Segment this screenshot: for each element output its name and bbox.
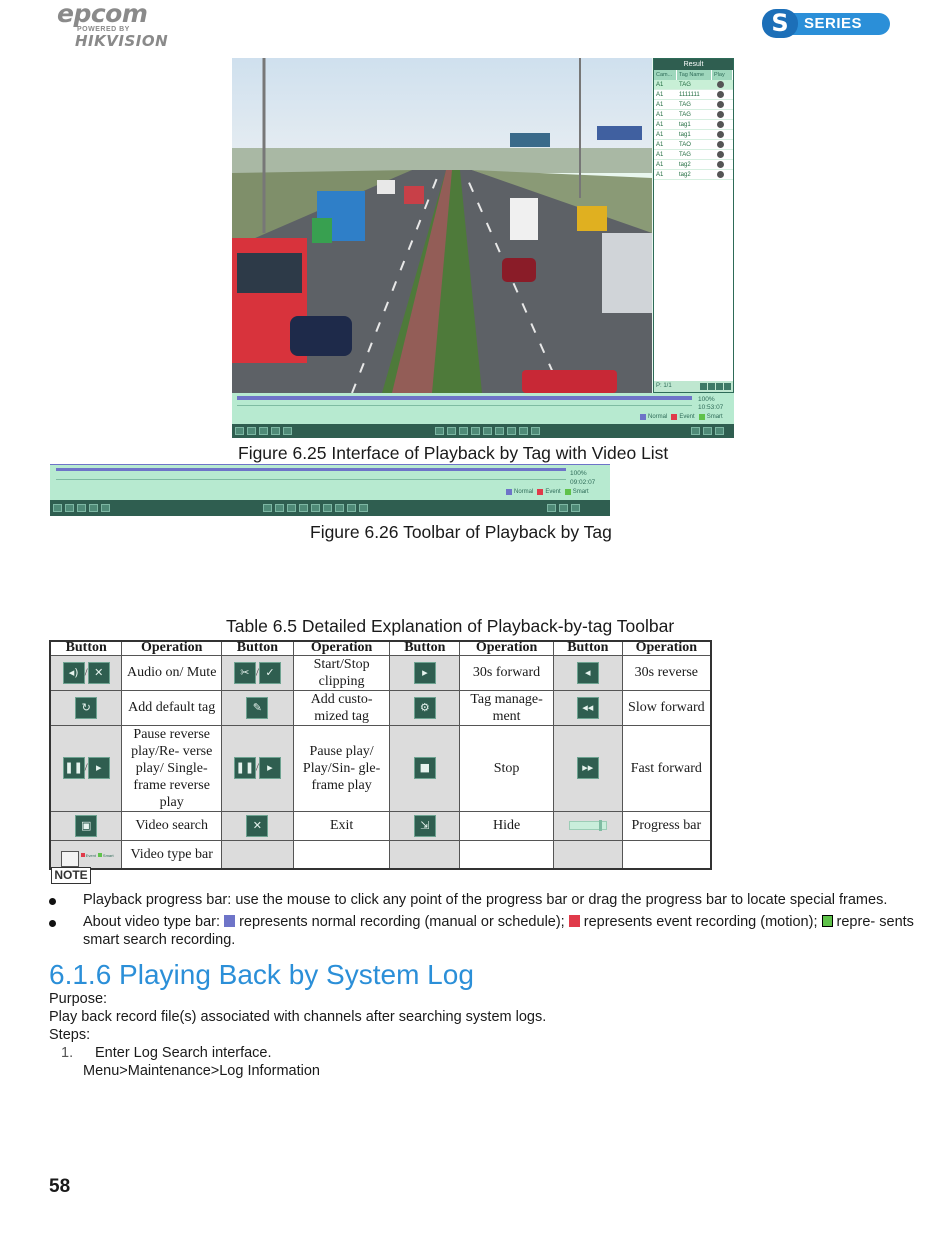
- toolbar-explanation-table: [49, 640, 712, 870]
- clip-icon[interactable]: [247, 427, 256, 435]
- play-icon[interactable]: [717, 111, 724, 118]
- bullet-item: [49, 913, 919, 949]
- step-text: Enter Log Search interface.: [95, 1045, 272, 1061]
- mute-icon: ✕: [88, 662, 110, 684]
- table-cell: [622, 840, 711, 869]
- timeline-readout: [570, 469, 595, 487]
- pause-icon[interactable]: [287, 504, 296, 512]
- table-cell: Stop: [460, 725, 554, 811]
- video-type-legend: [502, 489, 589, 495]
- table-cell-empty: [553, 840, 622, 869]
- slow-forward-icon[interactable]: [323, 504, 332, 512]
- table-cell: Progress bar: [622, 811, 711, 840]
- normal-swatch: [640, 414, 646, 420]
- reverse-play-icon: ▸: [88, 757, 110, 779]
- play-icon[interactable]: [717, 131, 724, 138]
- add-default-tag-icon: ↻: [75, 697, 97, 719]
- result-cam: A1: [656, 172, 664, 178]
- note-icon: [49, 851, 94, 888]
- slow-forward-icon[interactable]: [495, 427, 504, 435]
- series-word: SERIES: [804, 15, 863, 32]
- fast-forward-icon: ▸▸: [577, 757, 599, 779]
- purpose-label: Purpose:: [49, 991, 108, 1007]
- smart-swatch: [699, 414, 705, 420]
- table-cell: Slow forward: [622, 690, 711, 725]
- result-col-camera: Cam...: [654, 70, 677, 80]
- result-tag: TAO: [679, 142, 691, 148]
- result-header: [654, 70, 733, 80]
- step-number: 1.: [61, 1045, 74, 1061]
- series-s-mark: S: [762, 9, 798, 38]
- table-cell: 30s forward: [460, 655, 554, 690]
- table-row: [50, 811, 711, 840]
- play-icon[interactable]: [717, 121, 724, 128]
- play-icon[interactable]: [299, 504, 308, 512]
- video-frame-highway: [232, 58, 652, 393]
- save-icon[interactable]: [547, 504, 556, 512]
- menu-path: Menu>Maintenance>Log Information: [83, 1063, 320, 1079]
- result-row[interactable]: [654, 140, 733, 150]
- legend-event: Event: [679, 414, 695, 420]
- table-cell: Start/Stop clipping: [293, 655, 390, 690]
- result-cam: A1: [656, 82, 664, 88]
- playback-toolbar: [50, 500, 610, 516]
- table-header-row: [50, 641, 711, 655]
- bullet-text: About video type bar:: [83, 914, 225, 930]
- table-cell: Hide: [460, 811, 554, 840]
- page-number: 58: [49, 1176, 71, 1197]
- normal-swatch: [506, 489, 512, 495]
- reverse-30s-icon[interactable]: [311, 504, 320, 512]
- table-cell: Add custo- mized tag: [293, 690, 390, 725]
- stop-icon: ■: [414, 757, 436, 779]
- table-row: ◂) / ✕ Audio on/ Mute ✂ / ✓ Start/Stop clipping ▸ 30s forward ◂ 30s reverse: [50, 655, 711, 690]
- first-page-icon[interactable]: [700, 383, 707, 390]
- normal-swatch: [224, 915, 235, 927]
- result-row[interactable]: [654, 170, 733, 180]
- smart-swatch: [822, 915, 833, 927]
- progress-bar-icon: [569, 821, 607, 830]
- result-cam: A1: [656, 92, 664, 98]
- play-icon[interactable]: [717, 91, 724, 98]
- table-cell: Pause play/ Play/Sin- gle-frame play: [293, 725, 390, 811]
- add-custom-tag-icon: ✎: [246, 697, 268, 719]
- zoom-percent: 100%: [570, 470, 587, 477]
- next-page-icon[interactable]: [716, 383, 723, 390]
- result-row[interactable]: [654, 80, 733, 90]
- clip-icon[interactable]: [65, 504, 74, 512]
- col-button: Button: [390, 641, 460, 655]
- result-page-indicator: P: 1/1: [656, 383, 672, 389]
- playback-toolbar: [232, 424, 734, 438]
- play-icon[interactable]: [717, 101, 724, 108]
- table-cell: Add default tag: [122, 690, 222, 725]
- timeline-readout: [698, 396, 723, 412]
- result-panel: [653, 58, 734, 393]
- progress-track[interactable]: [237, 396, 692, 400]
- fast-forward-icon[interactable]: [335, 504, 344, 512]
- result-row[interactable]: [654, 160, 733, 170]
- prev-page-icon[interactable]: [708, 383, 715, 390]
- result-cam: A1: [656, 162, 664, 168]
- reverse-30s-icon[interactable]: [483, 427, 492, 435]
- result-cam: A1: [656, 122, 664, 128]
- result-cam: A1: [656, 102, 664, 108]
- event-swatch: [671, 414, 677, 420]
- play-icon: ▸: [259, 757, 281, 779]
- playback-toolbar-screenshot: [50, 464, 610, 515]
- result-cam: A1: [656, 132, 664, 138]
- result-col-tag-name: Tag Name: [677, 70, 712, 80]
- highway-scene-image: [232, 58, 652, 393]
- epcom-brand: epcom: [57, 0, 148, 28]
- table-cell: [293, 840, 390, 869]
- playback-timeline[interactable]: [232, 393, 734, 424]
- bullet-text: repre- sents smart search recording.: [83, 914, 914, 948]
- audio-icon[interactable]: [53, 504, 62, 512]
- pause-icon: ❚❚: [63, 757, 85, 779]
- figure-6-26-caption: Figure 6.26 Toolbar of Playback by Tag: [310, 522, 612, 542]
- legend-normal: Normal: [648, 414, 668, 420]
- result-tag: 1111111: [679, 92, 700, 98]
- clip-start-icon: ✂: [234, 662, 256, 684]
- exit-icon[interactable]: [715, 427, 724, 435]
- pause-icon: ❚❚: [234, 757, 256, 779]
- powered-by-text: POWERED BY: [77, 26, 130, 33]
- result-cam: A1: [656, 142, 664, 148]
- col-button: Button: [50, 641, 122, 655]
- result-row[interactable]: [654, 110, 733, 120]
- play-icon[interactable]: [717, 81, 724, 88]
- col-button: Button: [553, 641, 622, 655]
- hide-icon[interactable]: [703, 427, 712, 435]
- bullet-text: represents event recording (motion);: [579, 914, 822, 930]
- play-icon[interactable]: [717, 171, 724, 178]
- table-cell: [460, 840, 554, 869]
- timeline-scale: [237, 405, 692, 406]
- play-icon[interactable]: [717, 161, 724, 168]
- custom-tag-icon[interactable]: [271, 427, 280, 435]
- play-icon[interactable]: [717, 151, 724, 158]
- s-series-logo: [762, 9, 890, 38]
- col-button: Button: [222, 641, 294, 655]
- table-cell: Video search: [122, 811, 222, 840]
- result-tag: TAG: [679, 152, 691, 158]
- current-time: 09:02:07: [570, 479, 596, 486]
- table-cell-empty: [222, 840, 294, 869]
- save-icon[interactable]: [691, 427, 700, 435]
- hide-icon[interactable]: [559, 504, 568, 512]
- video-search-icon: ▣: [75, 815, 97, 837]
- legend-normal: Normal: [514, 489, 534, 495]
- exit-icon[interactable]: [571, 504, 580, 512]
- result-col-play: Play: [712, 70, 733, 80]
- col-operation: Operation: [293, 641, 390, 655]
- clip-stop-icon: ✓: [259, 662, 281, 684]
- table-cell: 30s reverse: [622, 655, 711, 690]
- note-bullets: [49, 891, 919, 953]
- table-cell-empty: [390, 840, 460, 869]
- col-operation: Operation: [122, 641, 222, 655]
- legend-event: Event: [545, 489, 561, 495]
- vt-event: Event: [85, 852, 96, 858]
- custom-tag-icon[interactable]: [89, 504, 98, 512]
- bullet-dot: [49, 920, 56, 927]
- note-paper-icon: [61, 851, 79, 867]
- play-icon[interactable]: [717, 141, 724, 148]
- audio-on-icon: ◂): [63, 662, 85, 684]
- result-tag: TAG: [679, 82, 691, 88]
- col-operation: Operation: [460, 641, 554, 655]
- next-day-icon[interactable]: [359, 504, 368, 512]
- section-heading: 6.1.6 Playing Back by System Log: [49, 959, 474, 990]
- result-row[interactable]: [654, 90, 733, 100]
- bullet-dot: [49, 898, 56, 905]
- result-tag: tag2: [679, 162, 691, 168]
- result-tag: TAG: [679, 102, 691, 108]
- table-cell: Exit: [293, 811, 390, 840]
- playback-by-tag-screenshot: [232, 58, 734, 438]
- result-row[interactable]: [654, 120, 733, 130]
- current-time: 10:53:07: [698, 404, 724, 411]
- pause-icon[interactable]: [459, 427, 468, 435]
- col-operation: Operation: [622, 641, 711, 655]
- result-tag: tag2: [679, 172, 691, 178]
- tag-management-icon: ⚙: [414, 697, 436, 719]
- epcom-hikvision-logo: [57, 2, 168, 49]
- stop-icon[interactable]: [447, 427, 456, 435]
- steps-label: Steps:: [49, 1027, 91, 1043]
- result-tag: TAG: [679, 112, 691, 118]
- audio-icon[interactable]: [235, 427, 244, 435]
- table-cell: Tag manage- ment: [460, 690, 554, 725]
- table-cell: Fast forward: [622, 725, 711, 811]
- tag-manage-icon[interactable]: [101, 504, 110, 512]
- next-day-icon[interactable]: [531, 427, 540, 435]
- prev-day-icon[interactable]: [347, 504, 356, 512]
- bullet-text: represents normal recording (manual or schedule);: [235, 914, 569, 930]
- zoom-percent: 100%: [698, 396, 715, 403]
- table-row: ❚❚ / ▸ Pause reverse play/Re- verse play/ Single-frame reverse play ❚❚ / ▸ Pause play/ Play/Sin- gle-frame play ■ Stop ▸▸ Fast forward: [50, 725, 711, 811]
- bullet-item: [49, 891, 919, 909]
- result-tag: tag1: [679, 132, 691, 138]
- table-cell: Pause reverse play/Re- verse play/ Single-frame reverse play: [122, 725, 222, 811]
- fast-forward-icon[interactable]: [507, 427, 516, 435]
- table-6-5-caption: Table 6.5 Detailed Explanation of Playback-by-tag Toolbar: [226, 616, 675, 636]
- hide-icon: ⇲: [414, 815, 436, 837]
- result-tag: tag1: [679, 122, 691, 128]
- last-page-icon[interactable]: [724, 383, 731, 390]
- result-title: Result: [654, 59, 733, 70]
- add-tag-icon[interactable]: [259, 427, 268, 435]
- legend-smart: Smart: [572, 489, 589, 495]
- table-row: [50, 840, 711, 869]
- bullet-text: Playback progress bar: use the mouse to click any point of the progress bar or drag the progress bar to locate special frames.: [83, 892, 888, 908]
- result-cam: A1: [656, 112, 664, 118]
- result-cam: A1: [656, 152, 664, 158]
- figure-6-25-caption: Figure 6.25 Interface of Playback by Tag with Video List: [238, 443, 669, 463]
- event-swatch: [569, 915, 580, 927]
- timeline-scale: [56, 479, 566, 480]
- result-row[interactable]: [654, 100, 733, 110]
- tag-manage-icon[interactable]: [283, 427, 292, 435]
- purpose-text: Play back record file(s) associated with channels after searching system logs.: [49, 1009, 547, 1025]
- result-pagination: [654, 381, 733, 392]
- progress-track[interactable]: [56, 468, 566, 471]
- event-swatch: [537, 489, 543, 495]
- result-row[interactable]: [654, 130, 733, 140]
- table-row: [50, 690, 711, 725]
- note-label: NOTE: [51, 867, 91, 884]
- prev-day-icon[interactable]: [519, 427, 528, 435]
- forward-30s-icon: ▸: [414, 662, 436, 684]
- legend-smart: Smart: [706, 414, 723, 420]
- reverse-30s-icon: ◂: [577, 662, 599, 684]
- reverse-icon[interactable]: [435, 427, 444, 435]
- table-cell: Audio on/ Mute: [122, 655, 222, 690]
- result-row[interactable]: [654, 150, 733, 160]
- play-icon[interactable]: [471, 427, 480, 435]
- add-tag-icon[interactable]: [77, 504, 86, 512]
- exit-icon: ✕: [246, 815, 268, 837]
- stop-icon[interactable]: [275, 504, 284, 512]
- smart-swatch: [565, 489, 571, 495]
- table-cell: Video type bar: [122, 840, 222, 869]
- reverse-icon[interactable]: [263, 504, 272, 512]
- slow-forward-icon: ◂◂: [577, 697, 599, 719]
- vt-smart: Smart: [102, 852, 114, 858]
- hikvision-brand: HIKVISION: [75, 32, 169, 50]
- video-type-legend: [636, 414, 723, 420]
